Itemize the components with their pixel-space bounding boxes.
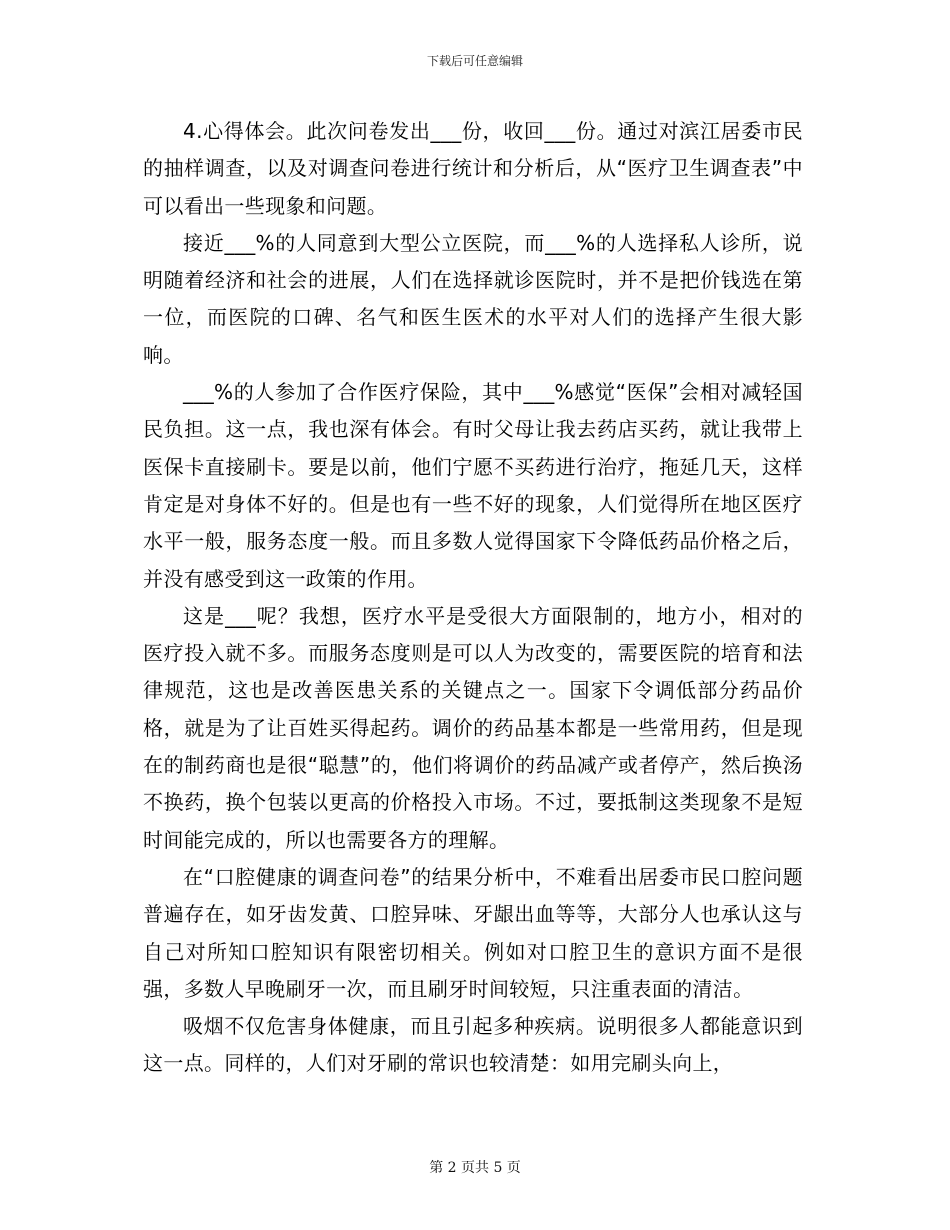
paragraph-medical-level: 这是___呢？我想，医疗水平是受很大方面限制的，地方小，相对的医疗投入就不多。而服务态度则是可以人为改变的，需要医院的培育和法律规范，这也是改善医患关系的关键点之一。国家下令调低部分药品价格，就是为了让百姓买得起药。调价的药品基本都是一些常用药，但是现在的制药商也是很“聪慧”的，他们将调价的药品减产或者停产，然后换汤不换药，换个包装以更高的价格投入市场。不过，要抵制这类现象不是短时间能完成的，所以也需要各方的理解。 [143,603,803,852]
paragraph-oral-health: 在“口腔健康的调查问卷”的结果分析中，不难看出居委市民口腔问题普遍存在，如牙齿发黄、口腔异味、牙龈出血等等，大部分人也承认这与自己对所知口腔知识有限密切相关。例如对口腔卫生的意识方面不是很强，多数人早晚刷牙一次，而且刷牙时间较短，只注重表面的清洁。 [143,864,803,1001]
paragraph-smoking: 吸烟不仅危害身体健康，而且引起多种疾病。说明很多人都能意识到这一点。同样的，人们对牙刷的常识也较清楚：如用完刷头向上， [143,1014,803,1076]
paragraph-hospital-choice: 接近___%的人同意到大型公立医院，而___%的人选择私人诊所，说明随着经济和社会的进展，人们在选择就诊医院时，并不是把价钱选在第一位，而医院的口碑、名气和医生医术的水平对人们的选择产生很大影响。 [143,230,803,367]
paragraph-medical-insurance: ___%的人参加了合作医疗保险，其中___%感觉“医保”会相对减轻国民负担。这一点，我也深有体会。有时父母让我去药店买药，就让我带上医保卡直接刷卡。要是以前，他们宁愿不买药进行治疗，拖延几天，这样肯定是对身体不好的。但是也有一些不好的现象，人们觉得所在地区医疗水平一般，服务态度一般。而且多数人觉得国家下令降低药品价格之后，并没有感受到这一政策的作用。 [143,380,803,591]
page-header: 下载后可任意编辑 [426,54,523,68]
document-body [143,113,803,1083]
page-footer: 第 2 页共 5 页 [429,1160,521,1176]
paragraph-reflection: 4.心得体会。此次问卷发出___份，收回___份。通过对滨江居委市民的抽样调查，以及对调查问卷进行统计和分析后，从“医疗卫生调查表”中可以看出一些现象和问题。 [143,119,803,218]
